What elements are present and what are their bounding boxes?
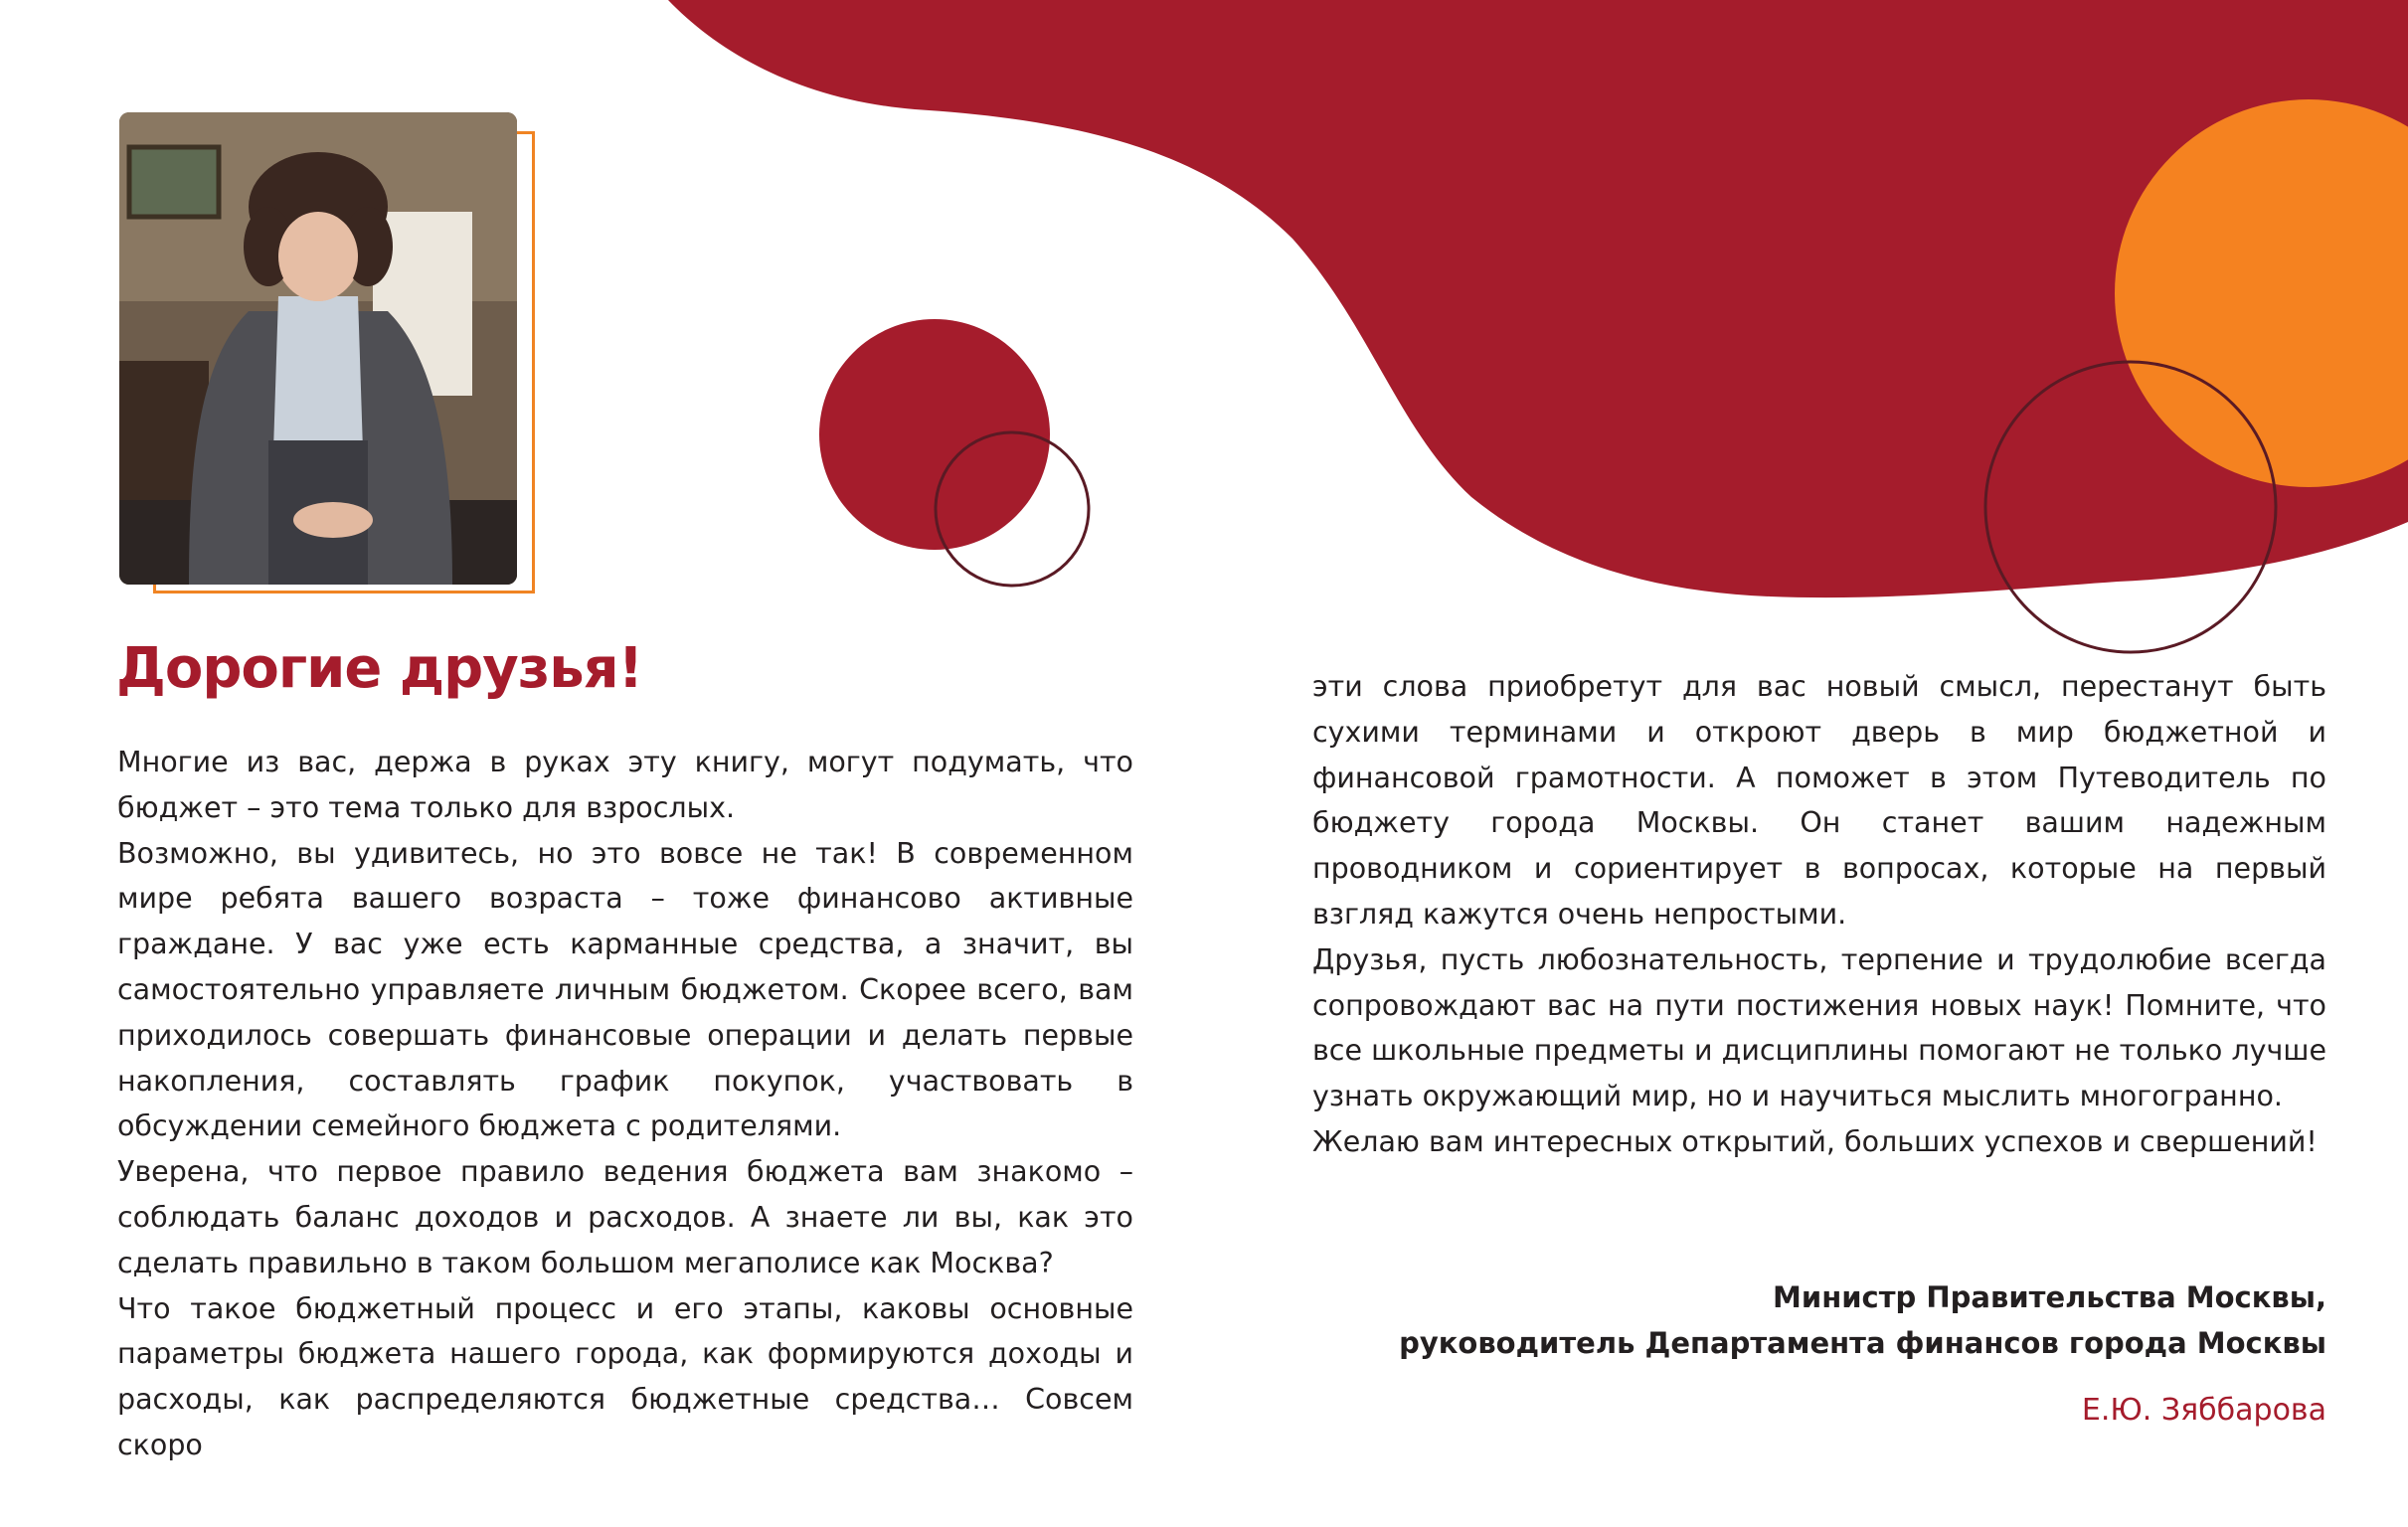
paragraph: Друзья, пусть любознательность, терпение и трудолюбие всегда сопровождают вас на пути постижения новых наук! Помните, что все школьные предметы и дисциплины помогают не только лучше узнать окружающий мир, но и научиться мыслить многогранно. <box>1312 942 2326 1113</box>
left-text-column <box>117 740 1133 1468</box>
signature-department: руководитель Департамента финансов города Москвы <box>1399 1326 2326 1360</box>
paragraph: эти слова приобретут для вас новый смысл, перестанут быть сухими терминами и откроют дверь в мир бюджетной и финансовой грамотности. А поможет в этом Путеводитель по бюджету города Москвы. Он станет вашим надежным проводником и сориентирует в вопросах, которые на первый взгляд кажутся очень непростыми. <box>1312 670 2326 931</box>
paragraph: Что такое бюджетный процесс и его этапы, каковы основные параметры бюджета нашего города, как формируются доходы и расходы, как распределяются бюджетные средства… Совсем скоро <box>117 1291 1133 1461</box>
portrait-photo <box>119 112 517 585</box>
right-text-column <box>1312 664 2326 1165</box>
signature-position: Министр Правительства Москвы, <box>1773 1280 2326 1314</box>
paragraph: Уверена, что первое правило ведения бюджета вам знакомо – соблюдать баланс доходов и расходов. А знаете ли вы, как это сделать правильно в таком большом мегаполисе как Москва? <box>117 1155 1133 1279</box>
page-title: Дорогие друзья! <box>116 636 643 701</box>
signature-block <box>1332 1274 2326 1366</box>
paragraph: Желаю вам интересных открытий, больших успехов и свершений! <box>1312 1124 2318 1158</box>
paragraph: Многие из вас, держа в руках эту книгу, могут подумать, что бюджет – это тема только для взрослых. <box>117 746 1133 824</box>
signature-name: Е.Ю. Зяббарова <box>2081 1393 2326 1428</box>
paragraph: Возможно, вы удивитесь, но это вовсе не так! В современном мире ребята вашего возраста – тоже финансово активные граждане. У вас уже есть карманные средства, а значит, вы самостоятельно управляете личным бюджетом. Скорее всего, вам приходилось совершать финансовые операции и делать первые накопления, составлять график покупок, участвовать в обсуждении семейного бюджета с родителями. <box>117 836 1133 1143</box>
